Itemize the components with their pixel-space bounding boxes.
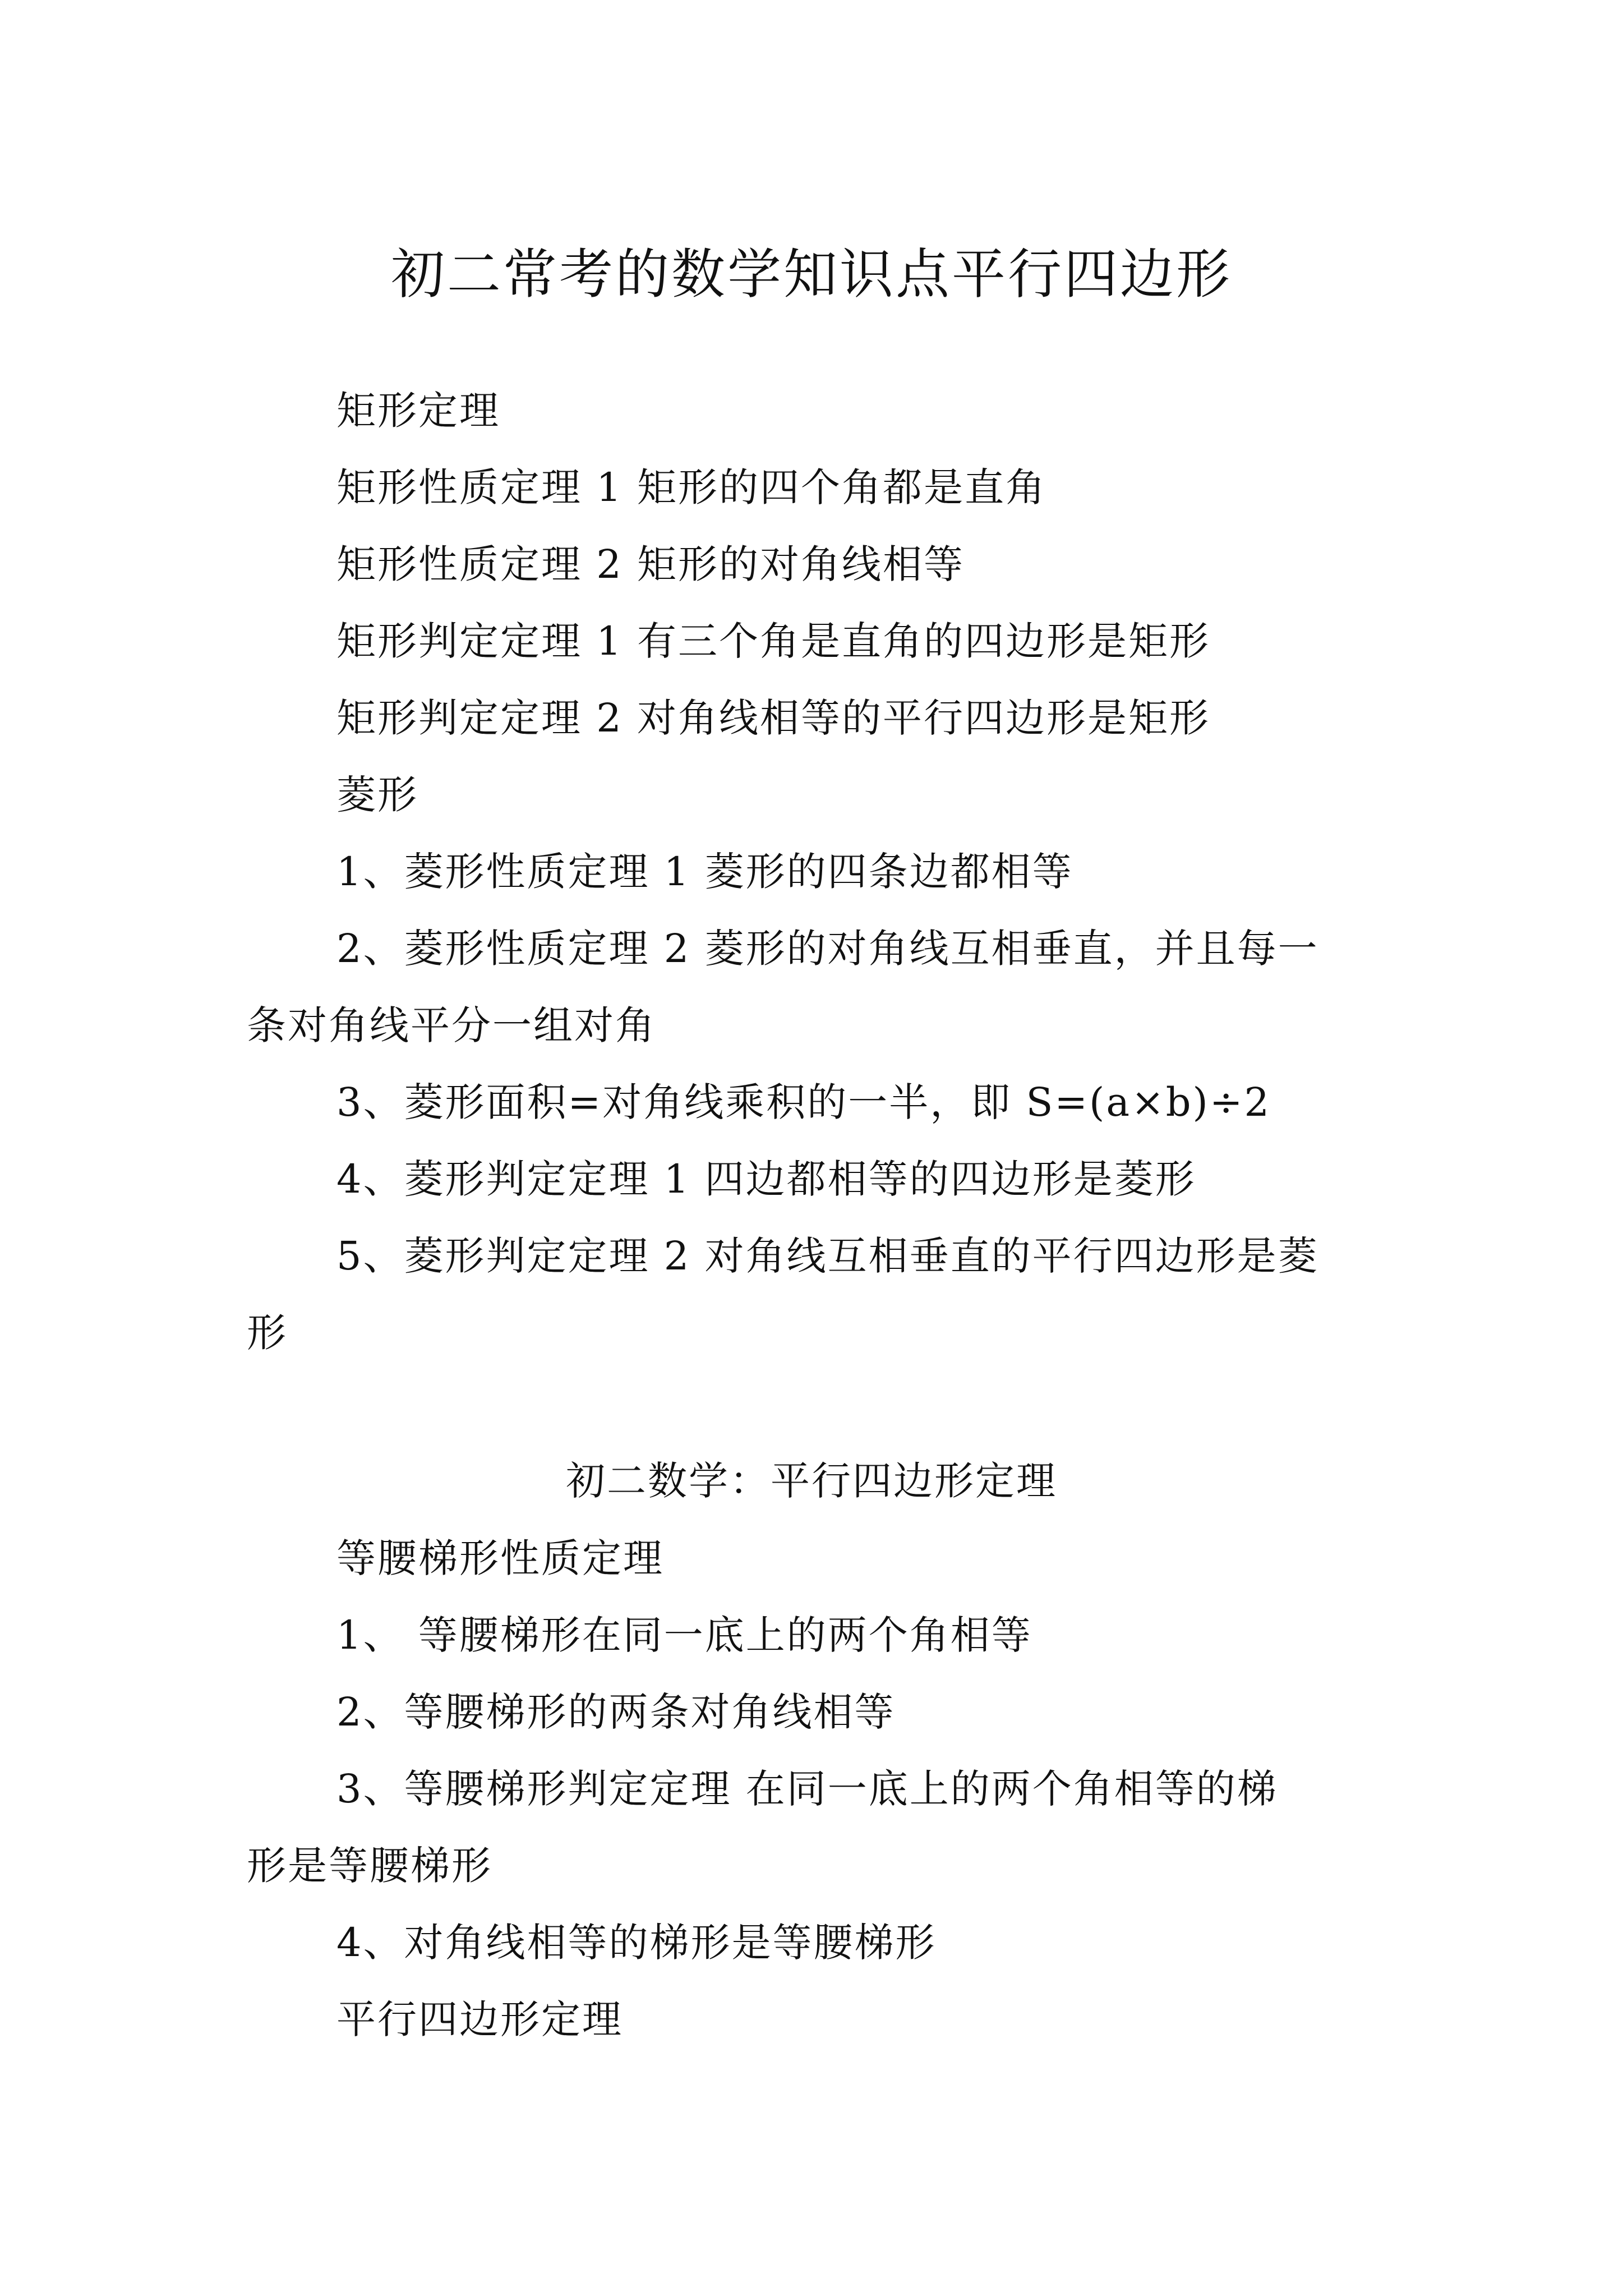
document-title: 初二常考的数学知识点平行四边形 — [391, 243, 1232, 306]
heading-rhombus: 菱形 — [336, 772, 418, 818]
list-item: 2、菱形性质定理 2 菱形的对角线互相垂直，并且每一 — [336, 926, 1319, 972]
text-line: 矩形判定定理 2 对角线相等的平行四边形是矩形 — [336, 695, 1211, 741]
list-item: 3、等腰梯形判定定理 在同一底上的两个角相等的梯 — [336, 1766, 1278, 1812]
list-item-continuation: 形是等腰梯形 — [247, 1843, 492, 1889]
list-item: 3、菱形面积=对角线乘积的一半，即 S=(a×b)÷2 — [336, 1079, 1271, 1125]
heading-rectangle-theorems: 矩形定理 — [336, 388, 500, 434]
text-line: 矩形判定定理 1 有三个角是直角的四边形是矩形 — [336, 618, 1211, 664]
list-item: 5、菱形判定定理 2 对角线互相垂直的平行四边形是菱 — [336, 1233, 1319, 1279]
list-item-continuation: 形 — [247, 1310, 288, 1356]
list-item: 4、对角线相等的梯形是等腰梯形 — [336, 1920, 937, 1966]
heading-parallelogram-theorems: 平行四边形定理 — [336, 1996, 623, 2042]
text-line: 矩形性质定理 1 矩形的四个角都是直角 — [336, 464, 1047, 510]
list-item: 2、等腰梯形的两条对角线相等 — [336, 1689, 896, 1735]
list-item-continuation: 条对角线平分一组对角 — [247, 1002, 656, 1048]
section-heading: 初二数学：平行四边形定理 — [566, 1458, 1057, 1504]
list-item: 1、菱形性质定理 1 菱形的四条边都相等 — [336, 849, 1073, 895]
list-item: 4、菱形判定定理 1 四边都相等的四边形是菱形 — [336, 1156, 1196, 1202]
text-line: 矩形性质定理 2 矩形的对角线相等 — [336, 541, 965, 587]
list-item: 1、 等腰梯形在同一底上的两个角相等 — [336, 1612, 1032, 1658]
heading-isosceles-trapezoid: 等腰梯形性质定理 — [336, 1535, 664, 1581]
